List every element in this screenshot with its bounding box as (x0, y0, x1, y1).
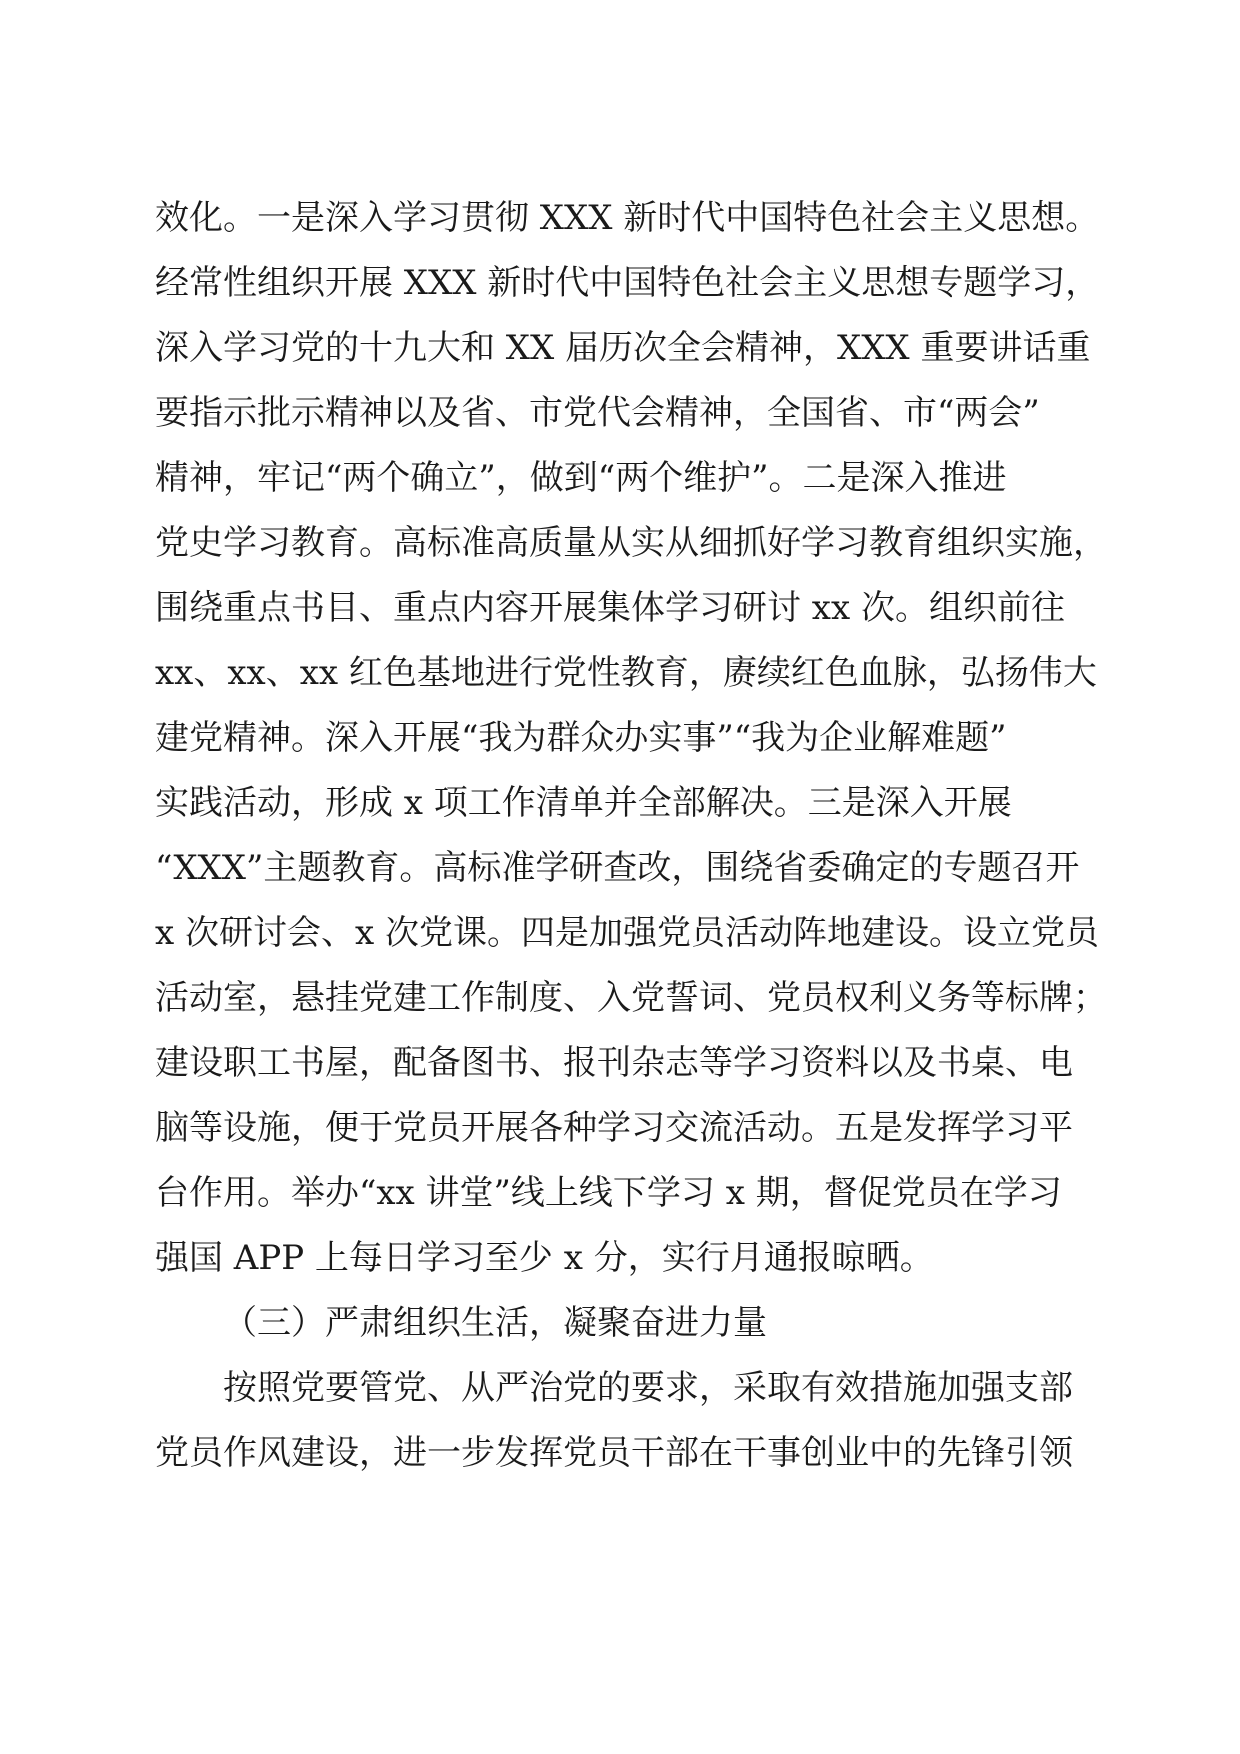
text-line: 党员作风建设，进一步发挥党员干部在干事创业中的先锋引领 (155, 1433, 1073, 1473)
text-line: 党史学习教育。高标准高质量从实从细抓好学习教育组织实施， (155, 523, 1107, 563)
text-line: x 次研讨会、x 次党课。四是加强党员活动阵地建设。设立党员 (155, 913, 1099, 953)
text-line: 深入学习党的十九大和 XX 届历次全会精神，XXX 重要讲话重 (155, 328, 1091, 368)
text-line: 建党精神。深入开展“我为群众办实事”“我为企业解难题” (155, 718, 1007, 758)
text-line: 强国 APP 上每日学习至少 x 分，实行月通报晾晒。 (155, 1238, 934, 1278)
text-line: 建设职工书屋，配备图书、报刊杂志等学习资料以及书桌、电 (155, 1043, 1073, 1083)
text-line: 实践活动，形成 x 项工作清单并全部解决。三是深入开展 (155, 783, 1012, 823)
text-line: 经常性组织开展 XXX 新时代中国特色社会主义思想专题学习， (155, 263, 1100, 303)
text-line: 要指示批示精神以及省、市党代会精神，全国省、市“两会” (155, 393, 1040, 433)
text-line: “XXX”主题教育。高标准学研查改，围绕省委确定的专题召开 (155, 848, 1080, 888)
text-line: 台作用。举办“xx 讲堂”线上线下学习 x 期，督促党员在学习 (155, 1173, 1062, 1213)
text-line: 精神，牢记“两个确立”，做到“两个维护”。二是深入推进 (155, 458, 1007, 498)
text-line: 效化。一是深入学习贯彻 XXX 新时代中国特色社会主义思想。 (155, 198, 1100, 238)
text-line: 活动室，悬挂党建工作制度、入党誓词、党员权利义务等标牌； (155, 978, 1107, 1018)
text-line: 脑等设施，便于党员开展各种学习交流活动。五是发挥学习平 (155, 1108, 1073, 1148)
paragraph-first-line: 按照党要管党、从严治党的要求，采取有效措施加强支部 (223, 1368, 1073, 1408)
text-line: xx、xx、xx 红色基地进行党性教育，赓续红色血脉，弘扬伟大 (155, 653, 1097, 693)
section-heading: （三）严肃组织生活，凝聚奋进力量 (223, 1303, 767, 1343)
document-body (155, 186, 1115, 1486)
text-line: 围绕重点书目、重点内容开展集体学习研讨 xx 次。组织前往 (155, 588, 1065, 628)
